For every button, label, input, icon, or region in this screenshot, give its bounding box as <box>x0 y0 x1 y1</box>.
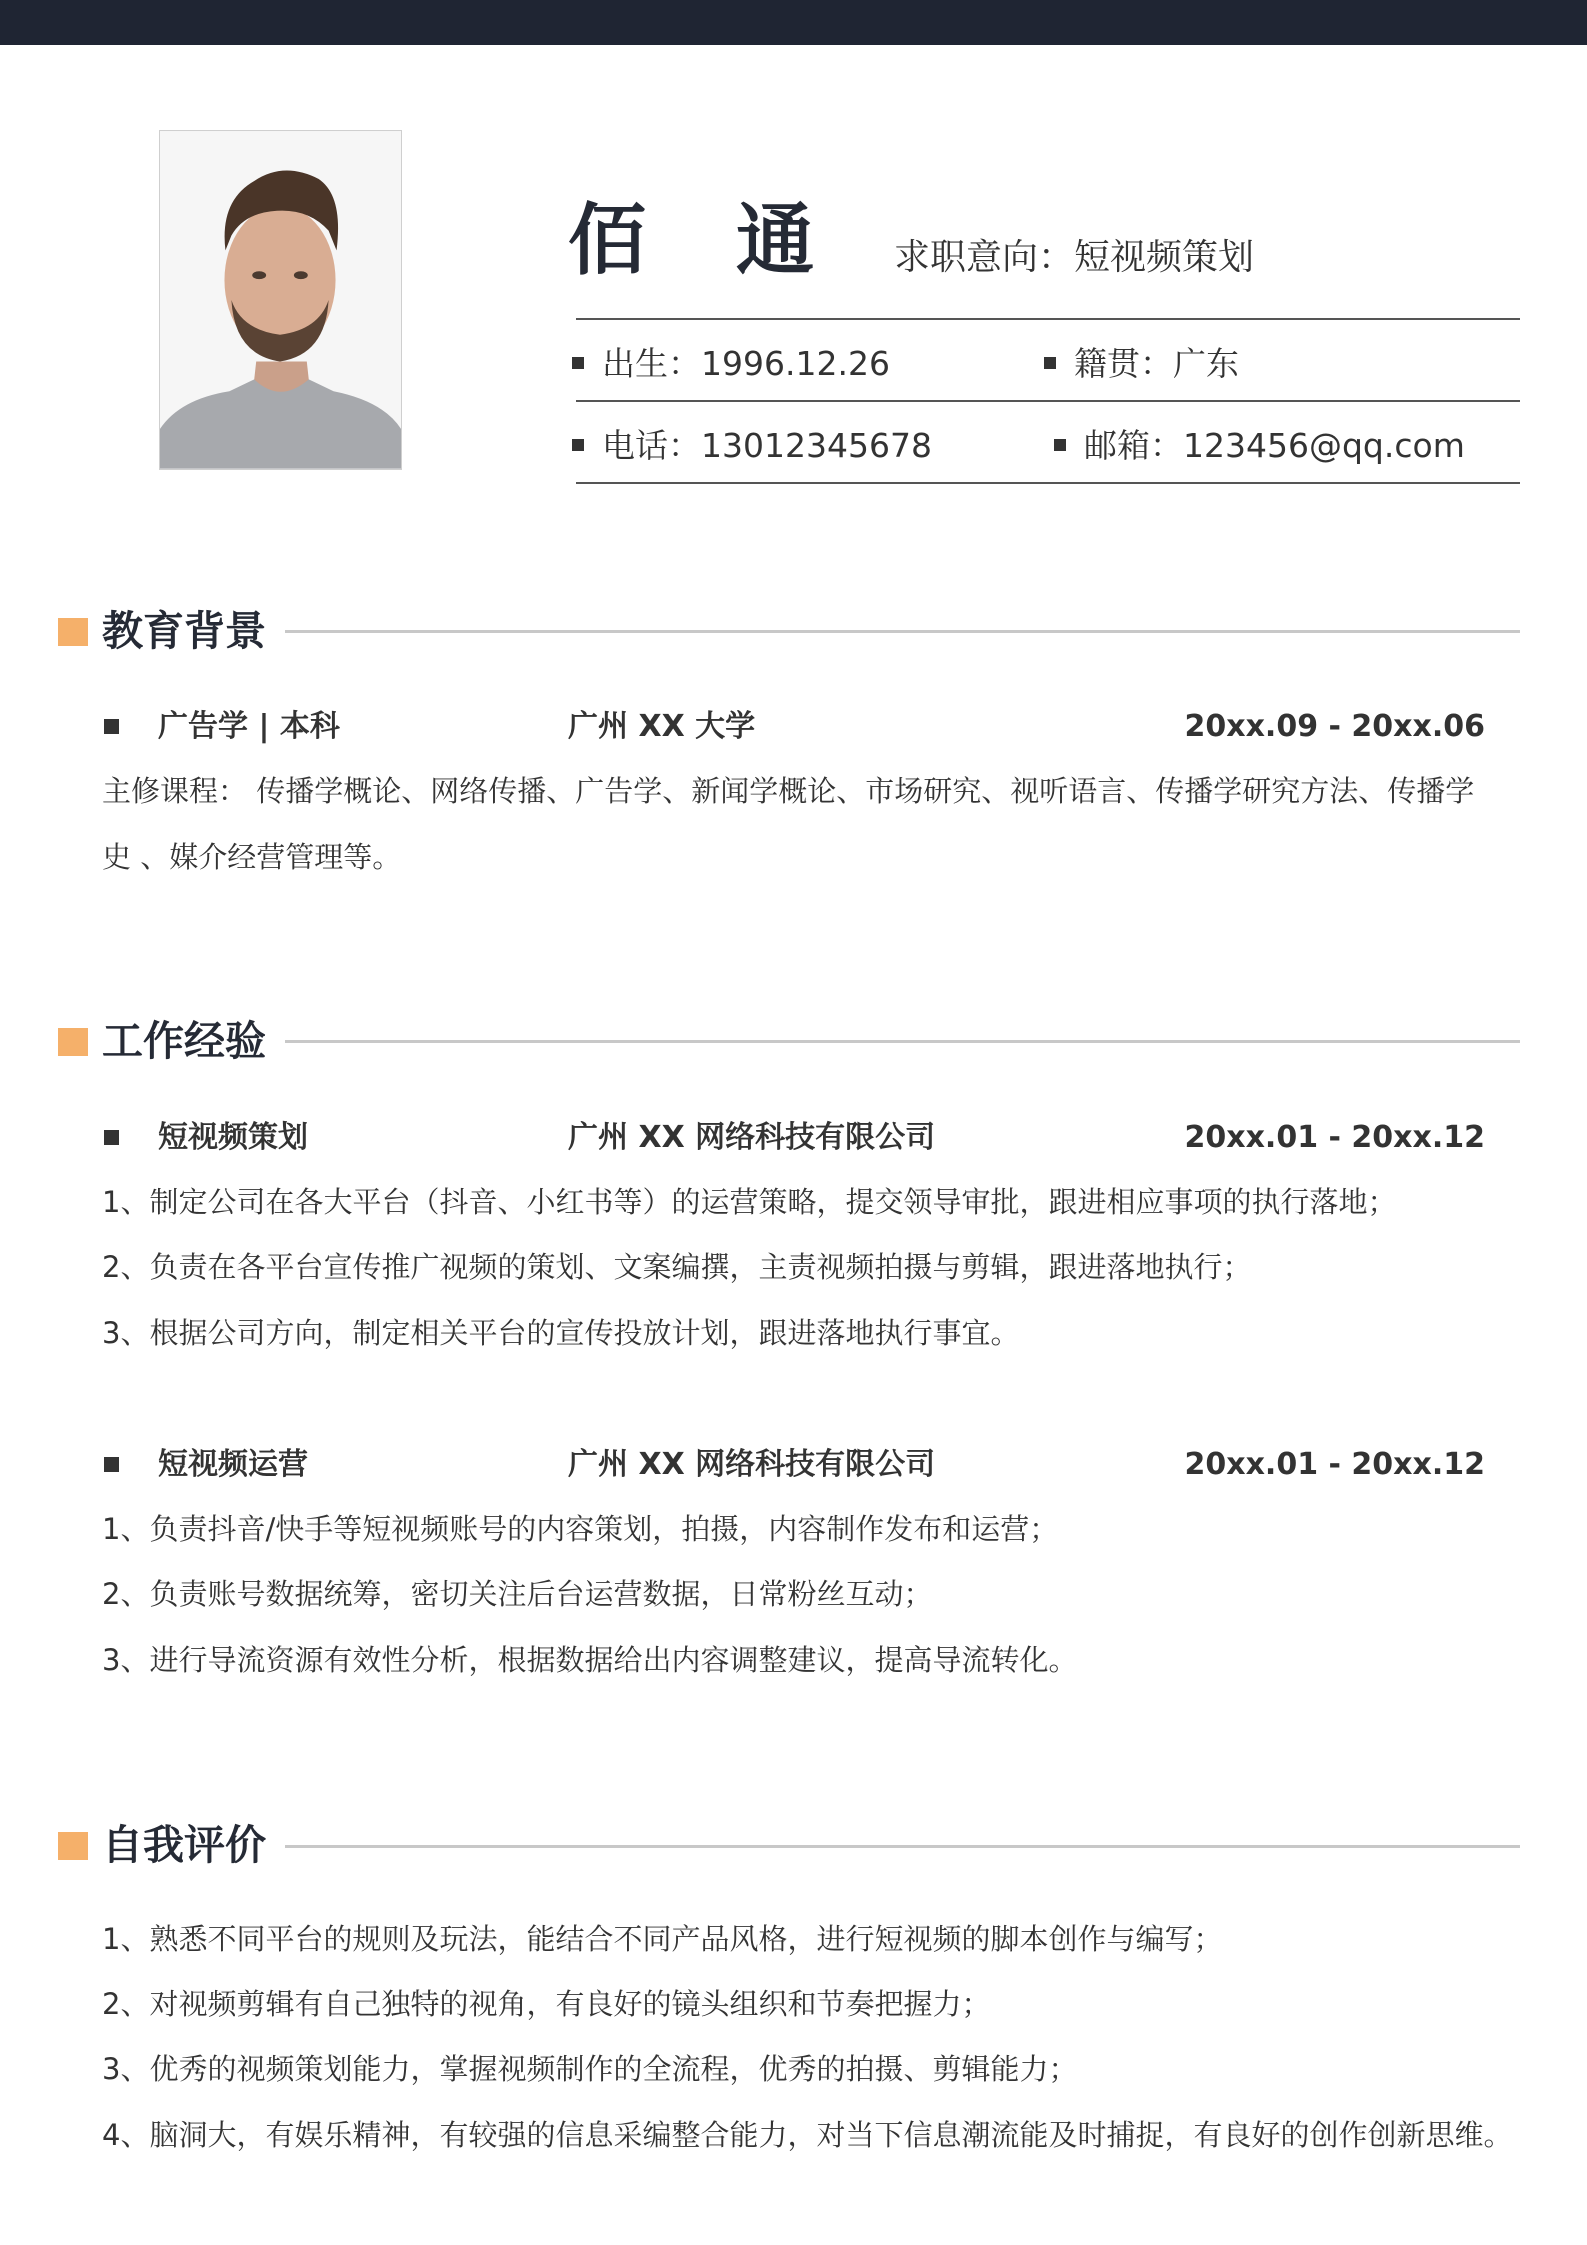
work-title: 工作经验 <box>102 1017 266 1065</box>
education-title: 教育背景 <box>102 607 266 655</box>
job-role: 短视频运营 <box>158 1447 308 1482</box>
header-divider <box>576 482 1520 484</box>
bullet-square-icon <box>1044 357 1056 369</box>
job-duty: 3、根据公司方向，制定相关平台的宣传投放计划，跟进落地执行事宜。 <box>102 1316 1020 1350</box>
section-divider <box>285 630 1520 633</box>
self-eval-title: 自我评价 <box>102 1821 266 1869</box>
bullet-square-icon <box>104 1457 119 1472</box>
bullet-square-icon <box>104 719 119 734</box>
section-divider <box>285 1845 1520 1848</box>
education-school: 广州 XX 大学 <box>568 709 756 744</box>
bullet-square-icon <box>104 1130 119 1145</box>
profile-photo <box>159 130 402 470</box>
job-duty: 1、负责抖音/快手等短视频账号的内容策划，拍摄，内容制作发布和运营； <box>102 1512 1059 1546</box>
bullet-square-icon <box>1054 439 1066 451</box>
job-intent: 求职意向：短视频策划 <box>894 237 1255 278</box>
email-info: 邮箱：123456@qq.com <box>1054 429 1465 462</box>
job-duty: 3、进行导流资源有效性分析，根据数据给出内容调整建议，提高导流转化。 <box>102 1643 1078 1677</box>
job-duty: 2、负责账号数据统筹，密切关注后台运营数据，日常粉丝互动； <box>102 1577 933 1611</box>
section-marker <box>58 1832 88 1860</box>
job-period: 20xx.01 - 20xx.12 <box>1184 1120 1485 1155</box>
education-period: 20xx.09 - 20xx.06 <box>1184 709 1485 744</box>
birth-info: 出生：1996.12.26 <box>572 347 890 380</box>
job-company: 广州 XX 网络科技有限公司 <box>568 1120 936 1155</box>
education-courses-cont: 史 、媒介经营管理等。 <box>102 840 402 874</box>
job-duty: 1、制定公司在各大平台（抖音、小红书等）的运营策略，提交领导审批，跟进相应事项的执行落地； <box>102 1185 1397 1219</box>
job-duty: 2、负责在各平台宣传推广视频的策划、文案编撰，主责视频拍摄与剪辑，跟进落地执行； <box>102 1250 1252 1284</box>
top-bar <box>0 0 1587 45</box>
self-eval-item: 4、脑洞大，有娱乐精神，有较强的信息采编整合能力，对当下信息潮流能及时捕捉，有良好的创作创新思维。 <box>102 2118 1513 2152</box>
bullet-square-icon <box>572 439 584 451</box>
candidate-name: 佰通 <box>568 196 905 286</box>
header-divider <box>576 318 1520 320</box>
bullet-square-icon <box>572 357 584 369</box>
section-marker <box>58 1028 88 1056</box>
hometown-info: 籍贯：广东 <box>1044 347 1239 380</box>
job-company: 广州 XX 网络科技有限公司 <box>568 1447 936 1482</box>
education-major: 广告学 | 本科 <box>158 709 340 744</box>
self-eval-item: 2、对视频剪辑有自己独特的视角，有良好的镜头组织和节奏把握力； <box>102 1987 991 2021</box>
education-courses: 主修课程： 传播学概论、网络传播、广告学、新闻学概论、市场研究、视听语言、传播学研究方法、传播学 <box>102 774 1475 808</box>
job-period: 20xx.01 - 20xx.12 <box>1184 1447 1485 1482</box>
section-marker <box>58 618 88 646</box>
header-divider <box>576 400 1520 402</box>
job-role: 短视频策划 <box>158 1120 308 1155</box>
self-eval-item: 1、熟悉不同平台的规则及玩法，能结合不同产品风格，进行短视频的脚本创作与编写； <box>102 1922 1223 1956</box>
section-divider <box>285 1040 1520 1043</box>
phone-info: 电话：13012345678 <box>572 429 932 462</box>
self-eval-item: 3、优秀的视频策划能力，掌握视频制作的全流程，优秀的拍摄、剪辑能力； <box>102 2052 1078 2086</box>
